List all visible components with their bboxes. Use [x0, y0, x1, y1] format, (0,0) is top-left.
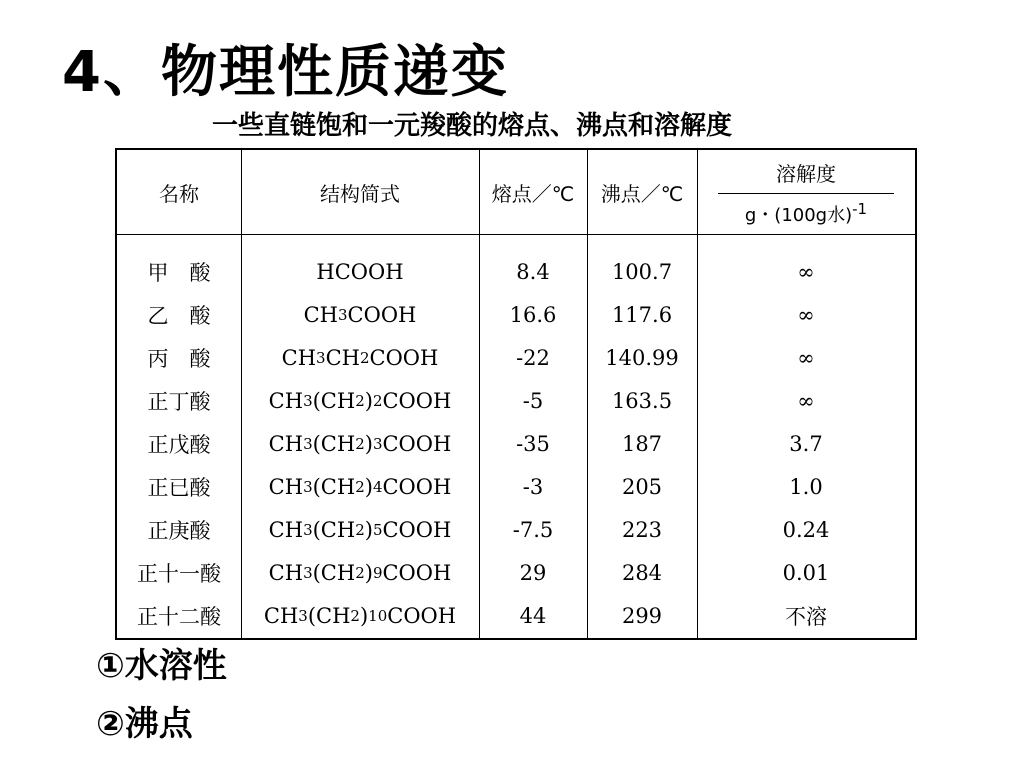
cell-melting-point: -5: [522, 388, 544, 413]
cell-boiling-point: 284: [621, 560, 663, 585]
bullet-boiling-point: ②沸点: [96, 704, 193, 744]
formula-part: CH: [268, 431, 304, 456]
header-name: 名称: [159, 181, 199, 206]
cell-formula: [241, 551, 479, 594]
cell-name: 正十二酸: [137, 604, 221, 629]
cell-melting-point: -7.5: [512, 517, 554, 542]
formula-part: COOH: [382, 388, 452, 413]
formula-part: COOH: [382, 474, 452, 499]
formula-subscript: 2: [372, 391, 383, 410]
header-divider: [117, 234, 915, 235]
header-melting-point: 熔点／℃: [491, 181, 575, 206]
cell-melting-point: 29: [519, 560, 547, 585]
cell-name: 丙 酸: [147, 346, 211, 371]
cell-name: 正已酸: [147, 475, 211, 500]
cell-formula: [241, 336, 479, 379]
formula-part: CH: [281, 345, 317, 370]
cell-boiling-point: 163.5: [611, 388, 673, 413]
formula-part: (CH: [307, 603, 351, 628]
table-row: [117, 465, 915, 508]
cell-melting-point: 44: [519, 603, 547, 628]
formula-part: (CH: [312, 560, 356, 585]
cell-name: 乙 酸: [147, 303, 211, 328]
cell-melting-point: -3: [522, 474, 544, 499]
cell-solubility: 3.7: [789, 431, 823, 456]
formula-part: ): [364, 474, 373, 499]
formula-part: COOH: [347, 302, 417, 327]
formula-part: (CH: [312, 517, 356, 542]
solubility-unit-text: g・(100g水): [744, 204, 853, 226]
formula-part: CH: [303, 302, 338, 327]
formula-subscript: 2: [355, 391, 365, 410]
formula-part: COOH: [369, 345, 439, 370]
table-row: [117, 422, 915, 465]
cell-solubility: 0.24: [782, 517, 830, 542]
cell-boiling-point: 205: [621, 474, 663, 499]
cell-formula: [241, 293, 479, 336]
table-row: [117, 379, 915, 422]
formula-subscript: 3: [372, 434, 383, 453]
cell-formula: [241, 465, 479, 508]
table-row: [117, 250, 915, 293]
formula-part: (CH: [312, 474, 356, 499]
cell-name: 甲 酸: [147, 260, 211, 285]
table-row: [117, 336, 915, 379]
formula-subscript: 3: [338, 305, 348, 324]
slide-title: 4、物理性质递变: [62, 40, 509, 105]
formula-subscript: 2: [359, 348, 370, 367]
cell-boiling-point: 299: [621, 603, 663, 628]
formula-part: CH: [268, 560, 304, 585]
formula-subscript: 3: [303, 520, 313, 539]
formula-part: COOH: [382, 517, 452, 542]
fraction-rule: [718, 193, 894, 194]
cell-melting-point: 16.6: [509, 302, 557, 327]
formula-part: CH: [268, 517, 304, 542]
cell-solubility: ∞: [797, 302, 815, 327]
cell-name: 正庚酸: [147, 518, 211, 543]
formula-part: ): [359, 603, 369, 628]
header-solubility-unit: [745, 200, 867, 227]
formula-subscript: 2: [355, 563, 365, 582]
carboxylic-acid-table: [115, 148, 917, 640]
formula-part: COOH: [387, 603, 457, 628]
cell-solubility: ∞: [797, 388, 815, 413]
cell-formula: [241, 508, 479, 551]
cell-solubility: ∞: [797, 259, 815, 284]
bullet-water-solubility: ①水溶性: [96, 646, 227, 686]
formula-subscript: 3: [303, 434, 313, 453]
formula-part: CH: [268, 474, 304, 499]
cell-formula: [241, 379, 479, 422]
formula-part: HCOOH: [316, 259, 404, 284]
formula-part: CH: [268, 388, 304, 413]
table-body: [117, 250, 915, 637]
cell-solubility: 0.01: [782, 560, 830, 585]
cell-formula: [241, 594, 479, 637]
formula-subscript: 10: [368, 606, 388, 625]
cell-melting-point: 8.4: [516, 259, 550, 284]
cell-solubility: 不溶: [785, 604, 827, 629]
formula-subscript: 2: [355, 434, 365, 453]
formula-part: COOH: [382, 560, 452, 585]
formula-subscript: 3: [303, 391, 313, 410]
formula-subscript: 2: [355, 520, 365, 539]
table-row: [117, 551, 915, 594]
formula-part: ): [364, 388, 373, 413]
cell-name: 正丁酸: [147, 389, 211, 414]
cell-formula: [241, 250, 479, 293]
formula-subscript: 3: [303, 563, 313, 582]
formula-part: (CH: [312, 431, 356, 456]
cell-melting-point: -35: [516, 431, 550, 456]
cell-boiling-point: 223: [621, 517, 663, 542]
header-boiling-point: 沸点／℃: [600, 181, 684, 206]
cell-boiling-point: 117.6: [611, 302, 673, 327]
table-row: [117, 594, 915, 637]
cell-boiling-point: 140.99: [605, 345, 679, 370]
formula-subscript: 3: [298, 606, 308, 625]
formula-part: ): [364, 560, 373, 585]
formula-subscript: 2: [350, 606, 360, 625]
cell-formula: [241, 422, 479, 465]
cell-solubility: ∞: [797, 345, 815, 370]
cell-name: 正十一酸: [137, 561, 221, 586]
bullet-list: [96, 644, 227, 760]
formula-part: CH: [325, 345, 360, 370]
table-row: [117, 508, 915, 551]
formula-subscript: 3: [303, 477, 313, 496]
cell-boiling-point: 187: [621, 431, 663, 456]
cell-solubility: 1.0: [789, 474, 823, 499]
formula-subscript: 3: [316, 348, 326, 367]
formula-part: COOH: [382, 431, 452, 456]
table-row: [117, 293, 915, 336]
formula-subscript: 2: [355, 477, 365, 496]
formula-subscript: 5: [372, 520, 383, 539]
cell-name: 正戊酸: [147, 432, 211, 457]
formula-subscript: 4: [372, 477, 383, 496]
formula-part: ): [364, 517, 373, 542]
table-caption: 一些直链饱和一元羧酸的熔点、沸点和溶解度: [212, 111, 733, 141]
formula-part: ): [364, 431, 373, 456]
formula-part: (CH: [312, 388, 356, 413]
header-formula: 结构简式: [320, 181, 400, 206]
header-solubility: [697, 150, 915, 234]
solubility-unit-exponent: -1: [852, 199, 868, 218]
cell-boiling-point: 100.7: [611, 259, 673, 284]
header-solubility-label: 溶解度: [776, 161, 836, 186]
cell-melting-point: -22: [516, 345, 550, 370]
formula-part: CH: [263, 603, 299, 628]
formula-subscript: 9: [372, 563, 383, 582]
